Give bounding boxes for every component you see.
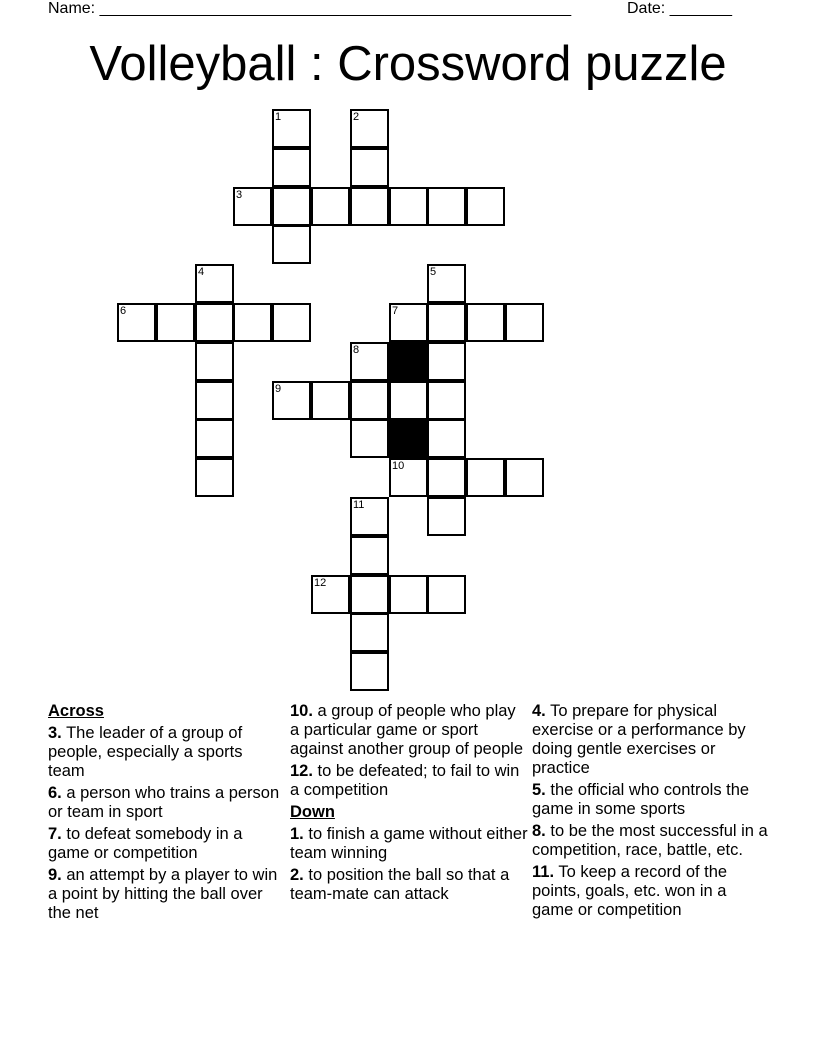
clue-number: 10. xyxy=(290,702,313,720)
clue-column-1 xyxy=(48,702,283,926)
grid-cell[interactable] xyxy=(505,303,544,342)
clue-text: to be defeated; to fail to win a competition xyxy=(290,762,520,799)
clue-column-3 xyxy=(532,702,772,923)
date-line[interactable]: Date: _______ xyxy=(627,0,732,17)
clue-text: to finish a game without either team winning xyxy=(290,825,528,862)
grid-cell[interactable] xyxy=(350,187,389,226)
clue-across-6 xyxy=(48,784,283,822)
clue-across-3 xyxy=(48,724,283,781)
clue-across-10 xyxy=(290,702,528,759)
grid-cell[interactable] xyxy=(427,303,466,342)
grid-cell[interactable] xyxy=(350,342,389,381)
grid-cell[interactable] xyxy=(389,381,428,420)
clue-across-7 xyxy=(48,825,283,863)
grid-cell[interactable] xyxy=(427,381,466,420)
grid-cell[interactable] xyxy=(195,342,234,381)
clue-number: 12. xyxy=(290,762,313,780)
clue-number-label: 1 xyxy=(275,111,282,123)
grid-cell[interactable] xyxy=(427,458,466,497)
clue-text: to be the most successful in a competition, race, battle, etc. xyxy=(532,822,768,859)
clue-number: 3. xyxy=(48,724,62,742)
grid-cell[interactable] xyxy=(466,303,505,342)
grid-cell[interactable] xyxy=(466,187,505,226)
clue-number: 5. xyxy=(532,781,546,799)
clue-number-label: 4 xyxy=(198,266,205,278)
grid-cell[interactable] xyxy=(311,575,350,614)
clue-text: to defeat somebody in a game or competition xyxy=(48,825,243,862)
clue-down-4 xyxy=(532,702,772,778)
grid-cell[interactable] xyxy=(350,536,389,575)
grid-cell[interactable] xyxy=(350,419,389,458)
clue-number: 7. xyxy=(48,825,62,843)
grid-cell[interactable] xyxy=(389,187,428,226)
grid-cell[interactable] xyxy=(350,575,389,614)
grid-cell[interactable] xyxy=(272,109,311,148)
clue-number-label: 5 xyxy=(430,266,437,278)
clue-number-label: 10 xyxy=(392,460,405,472)
grid-cell[interactable] xyxy=(195,264,234,303)
clue-number: 9. xyxy=(48,866,62,884)
clue-across-12 xyxy=(290,762,528,800)
clue-number: 8. xyxy=(532,822,546,840)
clue-text: the official who controls the game in some sports xyxy=(532,781,750,818)
clue-number-label: 11 xyxy=(353,499,365,511)
across-heading: Across xyxy=(48,702,104,720)
grid-cell[interactable] xyxy=(427,575,466,614)
grid-cell[interactable] xyxy=(427,187,466,226)
name-line[interactable]: Name: _____________________________________________________ xyxy=(48,0,572,17)
clue-text: to position the ball so that a team-mate can attack xyxy=(290,866,510,903)
clue-number-label: 2 xyxy=(353,111,360,123)
grid-cell[interactable] xyxy=(311,187,350,226)
grid-cell[interactable] xyxy=(350,381,389,420)
clue-number: 4. xyxy=(532,702,546,720)
grid-cell[interactable] xyxy=(311,381,350,420)
grid-cell[interactable] xyxy=(427,497,466,536)
clue-text: a group of people who play a particular game or sport against another group of people xyxy=(290,702,524,758)
clue-number: 11. xyxy=(532,863,555,881)
grid-cell[interactable] xyxy=(195,303,234,342)
clue-down-1 xyxy=(290,825,528,863)
grid-cell[interactable] xyxy=(233,187,272,226)
grid-cell[interactable] xyxy=(389,575,428,614)
grid-cell[interactable] xyxy=(272,187,311,226)
clue-down-11 xyxy=(532,863,772,920)
grid-cell[interactable] xyxy=(350,613,389,652)
clue-number-label: 12 xyxy=(314,577,327,589)
clue-text: To prepare for physical exercise or a performance by doing gentle exercises or practice xyxy=(532,702,746,777)
clue-text: a person who trains a person or team in sport xyxy=(48,784,280,821)
clue-down-8 xyxy=(532,822,772,860)
grid-cell[interactable] xyxy=(466,458,505,497)
clue-text: The leader of a group of people, especially a sports team xyxy=(48,724,243,780)
clue-column-2 xyxy=(290,702,528,907)
clue-text: an attempt by a player to win a point by hitting the ball over the net xyxy=(48,866,278,922)
grid-cell[interactable] xyxy=(389,303,428,342)
grid-cell[interactable] xyxy=(350,652,389,691)
grid-cell[interactable] xyxy=(350,497,389,536)
grid-cell[interactable] xyxy=(117,303,156,342)
grid-cell[interactable] xyxy=(272,225,311,264)
grid-cell[interactable] xyxy=(272,381,311,420)
black-square xyxy=(389,419,428,458)
grid-cell[interactable] xyxy=(427,342,466,381)
page-title: Volleyball : Crossword puzzle xyxy=(89,37,727,91)
clue-across-9 xyxy=(48,866,283,923)
grid-cell[interactable] xyxy=(350,148,389,187)
clue-number: 6. xyxy=(48,784,62,802)
grid-cell[interactable] xyxy=(195,419,234,458)
grid-cell[interactable] xyxy=(195,381,234,420)
clue-down-5 xyxy=(532,781,772,819)
grid-cell[interactable] xyxy=(195,458,234,497)
grid-cell[interactable] xyxy=(272,148,311,187)
clue-number: 1. xyxy=(290,825,304,843)
grid-cell[interactable] xyxy=(389,458,428,497)
clue-down-2 xyxy=(290,866,528,904)
clue-number-label: 9 xyxy=(275,383,282,395)
clue-number-label: 3 xyxy=(236,189,243,201)
down-heading: Down xyxy=(290,803,335,821)
clue-number-label: 8 xyxy=(353,344,360,356)
grid-cell[interactable] xyxy=(505,458,544,497)
grid-cell[interactable] xyxy=(427,419,466,458)
grid-cell[interactable] xyxy=(156,303,195,342)
clue-number: 2. xyxy=(290,866,304,884)
grid-cell[interactable] xyxy=(272,303,311,342)
clue-number-label: 6 xyxy=(120,305,127,317)
clue-number-label: 7 xyxy=(392,305,399,317)
grid-cell[interactable] xyxy=(427,264,466,303)
black-square xyxy=(389,342,428,381)
grid-cell[interactable] xyxy=(350,109,389,148)
grid-cell[interactable] xyxy=(233,303,272,342)
clue-text: To keep a record of the points, goals, etc. won in a game or competition xyxy=(532,863,728,919)
